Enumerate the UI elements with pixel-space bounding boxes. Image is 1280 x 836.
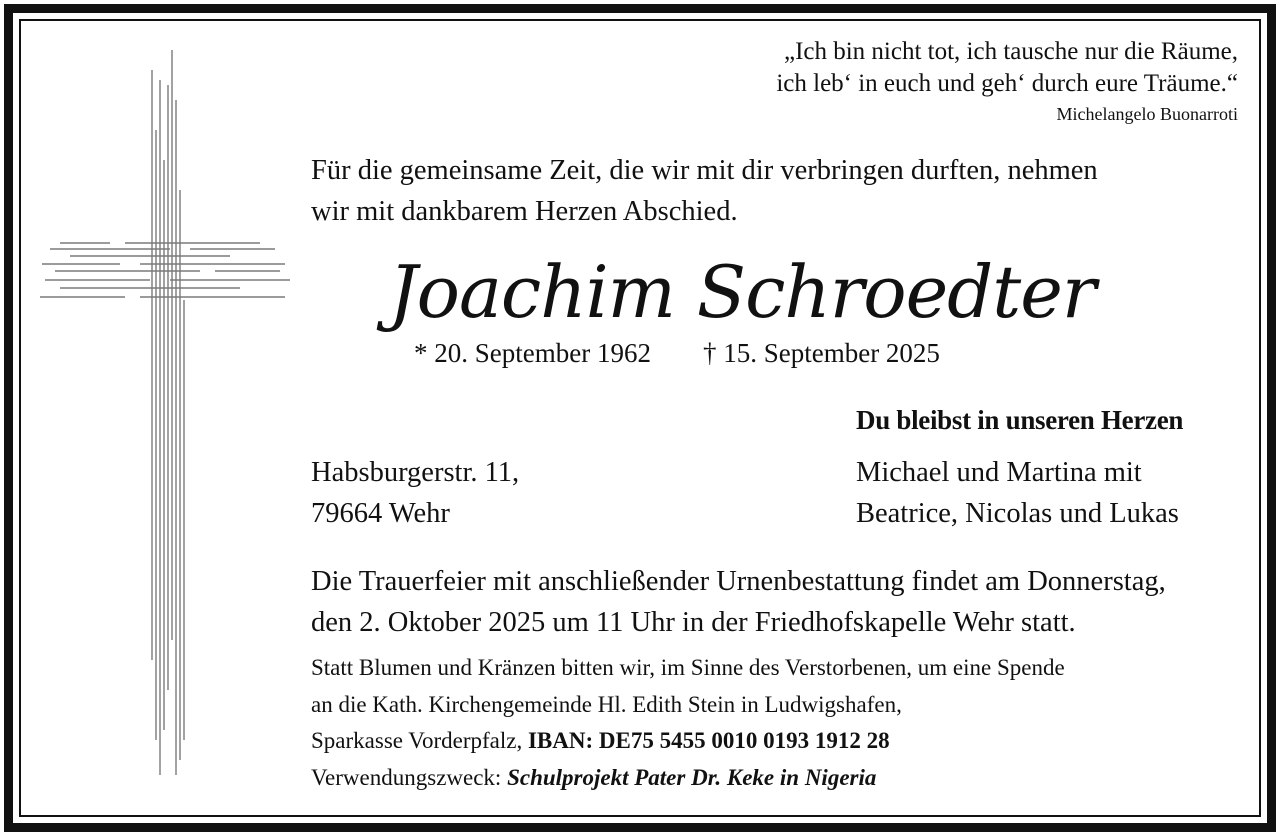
intro-text xyxy=(311,150,1098,232)
family-line: Beatrice, Nicolas und Lukas xyxy=(856,498,1179,529)
quote xyxy=(776,36,1238,100)
family-line: Michael und Martina mit xyxy=(856,457,1142,488)
ceremony-line: den 2. Oktober 2025 um 11 Uhr in der Friedhofskapelle Wehr statt. xyxy=(311,607,1076,638)
donation-line: an die Kath. Kirchengemeinde Hl. Edith Stein in Ludwigshafen, xyxy=(311,691,902,717)
iban: IBAN: DE75 5455 0010 0193 1912 28 xyxy=(527,728,890,753)
purpose-text: Schulprojekt Pater Dr. Keke in Nigeria xyxy=(507,764,877,790)
bank-name: Sparkasse Vorderpfalz, xyxy=(311,728,523,753)
bank-line xyxy=(311,723,1065,760)
death-date: † 15. September 2025 xyxy=(702,338,940,368)
cross-icon xyxy=(30,40,300,790)
address-city: 79664 Wehr xyxy=(311,498,450,529)
purpose-line xyxy=(311,760,1065,797)
quote-line: ich leb‘ in euch und geh‘ durch eure Träume.“ xyxy=(776,70,1238,97)
purpose-label: Verwendungszweck: xyxy=(311,764,502,790)
address xyxy=(311,452,519,534)
ceremony-notice xyxy=(311,561,1166,643)
intro-line: wir mit dankbarem Herzen Abschied. xyxy=(311,196,738,227)
birth-date: * 20. September 1962 xyxy=(414,338,651,368)
quote-line: „Ich bin nicht tot, ich tausche nur die Räume, xyxy=(783,38,1238,65)
life-dates xyxy=(414,338,940,369)
intro-line: Für die gemeinsame Zeit, die wir mit dir verbringen durften, nehmen xyxy=(311,155,1098,186)
donation-notice xyxy=(311,650,1065,796)
motto: Du bleibst in unseren Herzen xyxy=(856,405,1184,435)
deceased-name: Joachim Schroedter xyxy=(388,250,1096,334)
ceremony-line: Die Trauerfeier mit anschließender Urnenbestattung findet am Donnerstag, xyxy=(311,566,1166,597)
quote-author: Michelangelo Buonarroti xyxy=(1056,104,1238,124)
donation-line: Statt Blumen und Kränzen bitten wir, im Sinne des Verstorbenen, um eine Spende xyxy=(311,655,1065,680)
address-street: Habsburgerstr. 11, xyxy=(311,457,520,488)
family-names xyxy=(856,452,1179,534)
